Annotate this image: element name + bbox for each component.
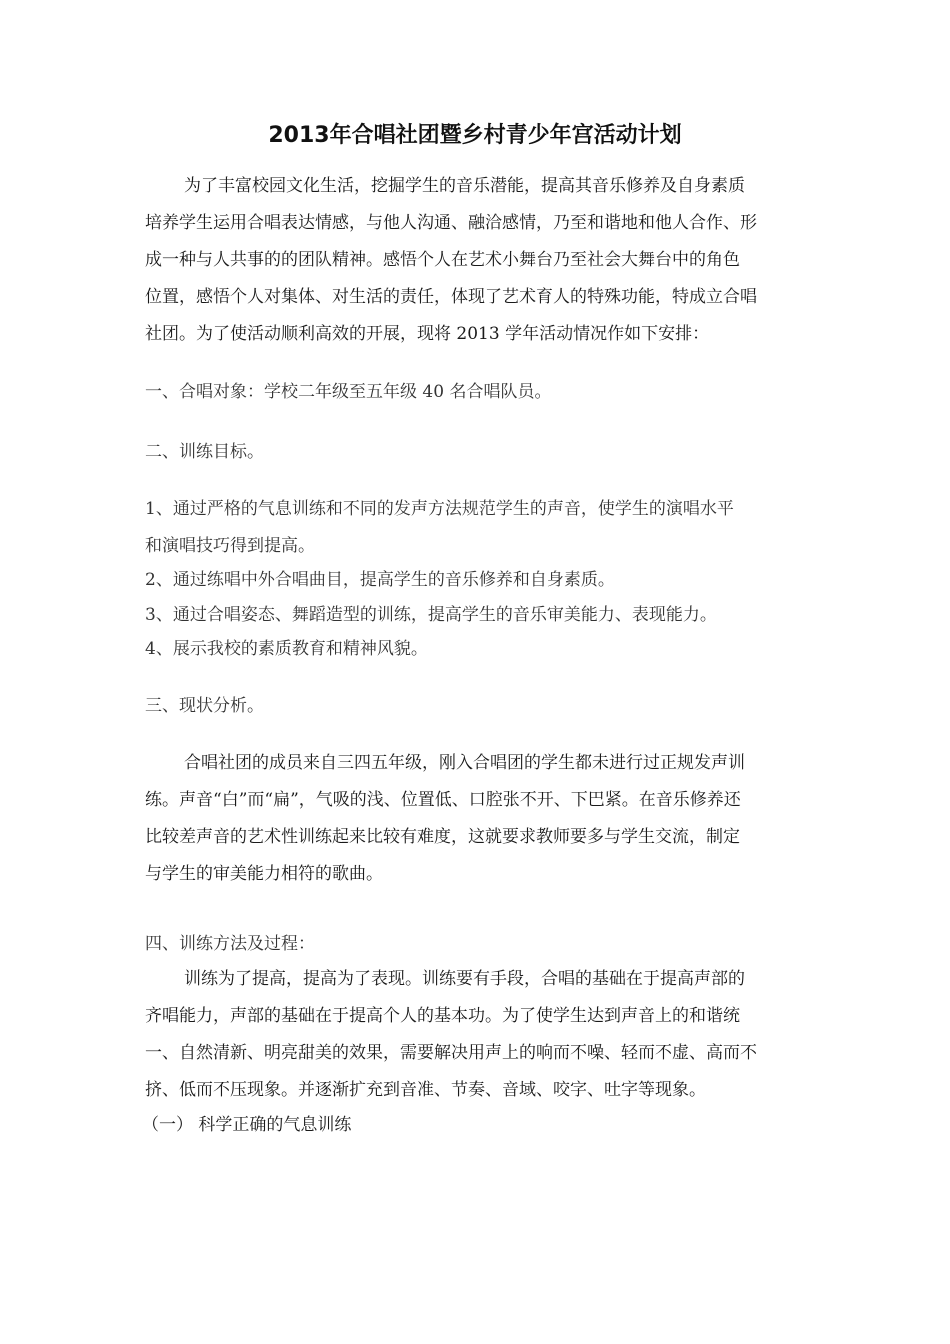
goal-line-5: 4、展示我校的素质教育和精神风貌。 [145, 639, 428, 659]
intro-line-3: 成一种与人共事的的团队精神。感悟个人在艺术小舞台乃至社会大舞台中的角色 [145, 250, 740, 270]
intro-line-4: 位置，感悟个人对集体、对生活的责任，体现了艺术育人的特殊功能，特成立合唱 [145, 287, 757, 307]
intro-line-2: 培养学生运用合唱表达情感，与他人沟通、融洽感情，乃至和谐地和他人合作、形 [145, 213, 757, 233]
analysis-line-3: 比较差声音的艺术性训练起来比较有难度，这就要求教师要多与学生交流，制定 [145, 827, 740, 847]
section-heading-1: 一、合唱对象：学校二年级至五年级 40 名合唱队员。 [145, 382, 552, 402]
document-title: 2013年合唱社团暨乡村青少年宫活动计划 [268, 123, 682, 148]
intro-line-1: 为了丰富校园文化生活，挖掘学生的音乐潜能，提高其音乐修养及自身素质 [184, 176, 745, 196]
goal-line-4: 3、通过合唱姿态、舞蹈造型的训练，提高学生的音乐审美能力、表现能力。 [145, 605, 717, 625]
method-line-4: 挤、低而不压现象。并逐渐扩充到音准、节奏、音域、咬字、吐字等现象。 [145, 1080, 706, 1100]
section-heading-2: 二、训练目标。 [145, 442, 264, 462]
goal-line-2: 和演唱技巧得到提高。 [145, 536, 315, 556]
intro-line-5: 社团。为了使活动顺利高效的开展，现将 2013 学年活动情况作如下安排： [145, 324, 710, 344]
method-line-2: 齐唱能力，声部的基础在于提高个人的基本功。为了使学生达到声音上的和谐统 [145, 1006, 740, 1026]
analysis-line-1: 合唱社团的成员来自三四五年级，刚入合唱团的学生都未进行过正规发声训 [184, 753, 745, 773]
section-heading-3: 三、现状分析。 [145, 696, 264, 716]
goal-line-1: 1、通过严格的气息训练和不同的发声方法规范学生的声音，使学生的演唱水平 [145, 499, 734, 519]
section-heading-4: 四、训练方法及过程： [145, 934, 315, 954]
analysis-line-2: 练。声音“白”而“扁”，气吸的浅、位置低、口腔张不开、下巴紧。在音乐修养还 [145, 790, 741, 810]
method-line-1: 训练为了提高，提高为了表现。训练要有手段，合唱的基础在于提高声部的 [184, 969, 745, 989]
analysis-line-4: 与学生的审美能力相符的歌曲。 [145, 864, 383, 884]
subsection-heading-1: （一） 科学正确的气息训练 [142, 1115, 352, 1135]
method-line-3: 一、自然清新、明亮甜美的效果，需要解决用声上的响而不噪、轻而不虚、高而不 [145, 1043, 757, 1063]
goal-line-3: 2、通过练唱中外合唱曲目，提高学生的音乐修养和自身素质。 [145, 570, 615, 590]
